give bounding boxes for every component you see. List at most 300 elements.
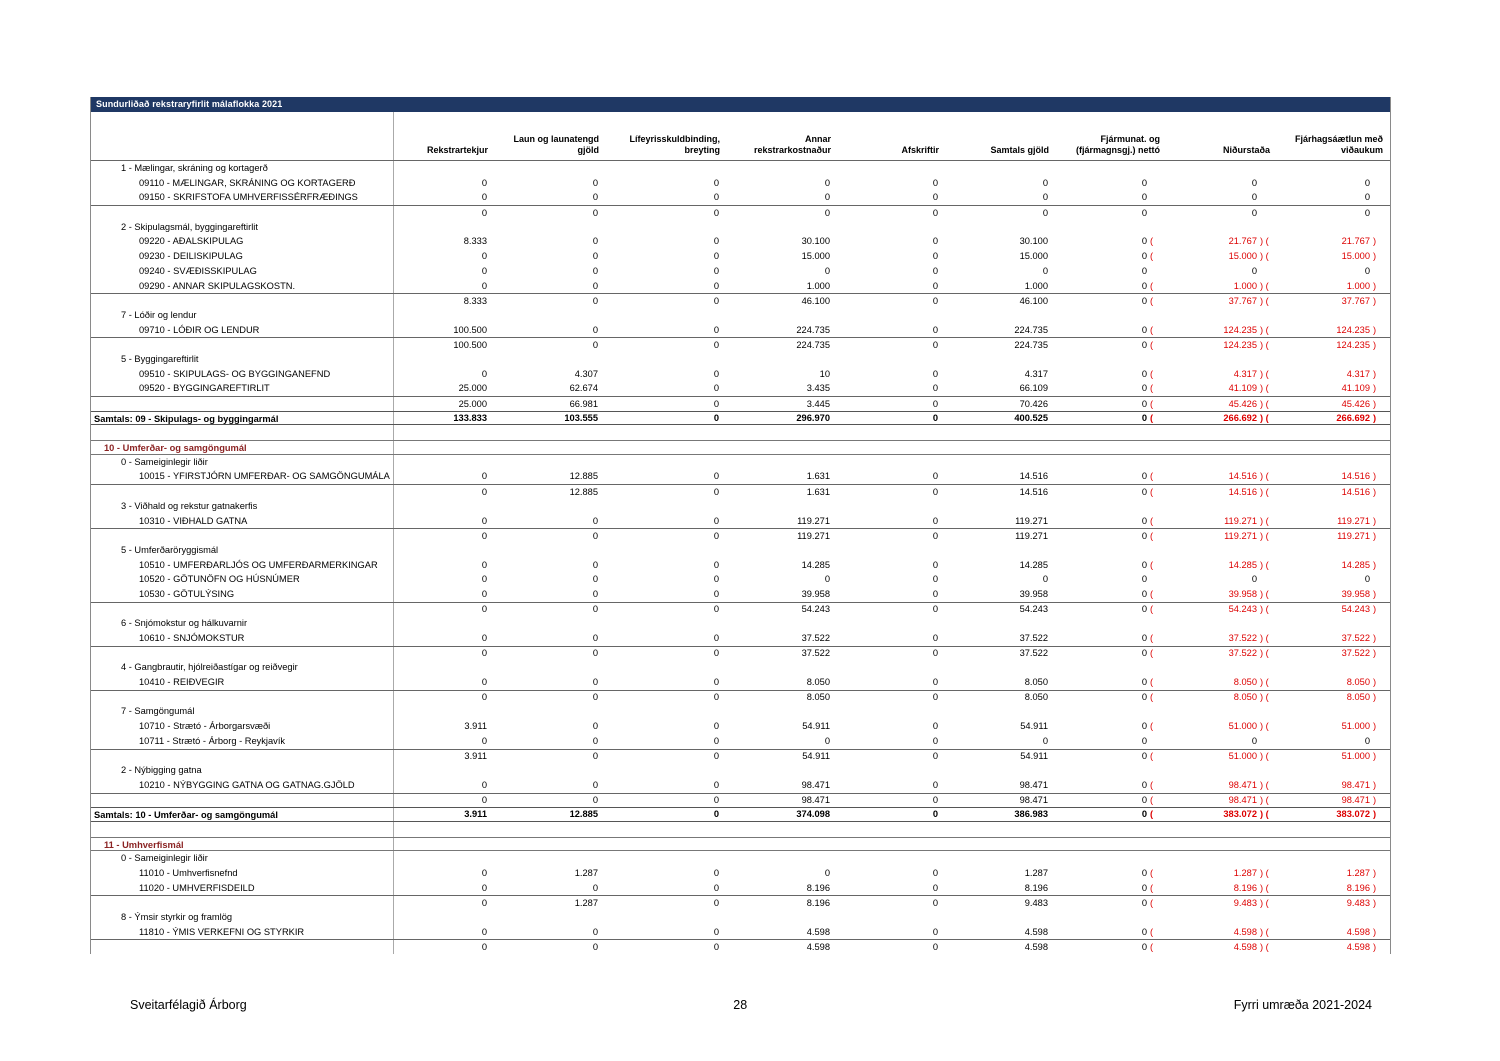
value-cell bbox=[834, 647, 942, 661]
cell-value: 0 bbox=[713, 251, 719, 262]
cell-value: 1.287 bbox=[1024, 868, 1048, 879]
cell-value: 400.525 bbox=[1014, 412, 1048, 423]
total-row bbox=[91, 411, 1390, 426]
accounting-parenthesis: ( bbox=[1150, 295, 1154, 306]
accounting-parenthesis: ) bbox=[1373, 236, 1377, 247]
row-values bbox=[394, 279, 1390, 294]
cell-value: 0 bbox=[932, 677, 938, 688]
cell-value: 0 bbox=[592, 633, 598, 644]
accounting-parenthesis: ( bbox=[1150, 633, 1154, 644]
row-label bbox=[91, 206, 394, 220]
cell-value: 98.471 bbox=[801, 795, 830, 806]
cell-value: 4.598 bbox=[1233, 941, 1257, 952]
value-cell bbox=[491, 381, 602, 396]
value-cell bbox=[394, 940, 491, 954]
cell-value: 296.970 bbox=[796, 412, 830, 423]
row-label: 11020 - UMHVERFISDEILD bbox=[91, 881, 394, 896]
row-label: 10610 - SNJÓMOKSTUR bbox=[91, 631, 394, 646]
value-cell bbox=[491, 778, 602, 793]
cell-value: 0 bbox=[932, 295, 938, 306]
cell-value: 0 bbox=[1141, 574, 1147, 585]
table-row bbox=[91, 719, 1390, 734]
row-label: 11010 - Umhverfisnefnd bbox=[91, 866, 394, 881]
subtotal-row bbox=[91, 793, 1390, 808]
cell-value: 0 bbox=[932, 795, 938, 806]
row-values bbox=[394, 176, 1390, 191]
value-cell bbox=[942, 338, 1052, 352]
value-cell bbox=[942, 587, 1052, 602]
value-cell bbox=[602, 323, 723, 338]
accounting-parenthesis: ( bbox=[1150, 398, 1154, 409]
accounting-parenthesis: ( bbox=[1150, 324, 1154, 335]
accounting-parenthesis: ) bbox=[1373, 897, 1377, 908]
value-cell bbox=[394, 734, 491, 749]
value-cell bbox=[394, 485, 491, 499]
value-cell bbox=[1273, 338, 1386, 352]
accounting-parenthesis: ) ( bbox=[1260, 751, 1269, 762]
accounting-parenthesis: ) ( bbox=[1260, 897, 1269, 908]
row-values bbox=[394, 616, 1390, 631]
column-header: Laun og launatengd gjöld bbox=[513, 133, 599, 156]
cell-value: 0 bbox=[1364, 265, 1370, 276]
value-cell bbox=[1163, 469, 1273, 484]
value-cell bbox=[491, 249, 602, 264]
value-cell bbox=[723, 206, 834, 220]
value-cell bbox=[1052, 750, 1163, 764]
cell-value: 0 bbox=[592, 280, 598, 291]
value-cell bbox=[834, 734, 942, 749]
cell-value: 0 bbox=[713, 735, 719, 746]
cell-value: 0 bbox=[592, 721, 598, 732]
cell-value: 0 bbox=[713, 779, 719, 790]
cell-value: 0 bbox=[1042, 735, 1048, 746]
section-header-row bbox=[91, 308, 1390, 323]
value-cell bbox=[942, 412, 1052, 425]
value-cell bbox=[1273, 572, 1386, 587]
value-cell bbox=[834, 514, 942, 529]
cell-value: 0 bbox=[713, 648, 719, 659]
value-cell bbox=[1052, 940, 1163, 954]
value-cell bbox=[394, 558, 491, 573]
cell-value: 0 bbox=[592, 926, 598, 937]
cell-value: 0 bbox=[932, 265, 938, 276]
row-values bbox=[394, 808, 1390, 821]
value-cell bbox=[394, 323, 491, 338]
accounting-parenthesis: ) bbox=[1373, 339, 1377, 350]
value-cell bbox=[1163, 881, 1273, 896]
cell-value: 8.050 bbox=[1233, 677, 1257, 688]
value-cell bbox=[723, 529, 834, 543]
value-cell bbox=[1273, 381, 1386, 396]
value-cell bbox=[1163, 808, 1273, 821]
subtotal-row bbox=[91, 646, 1390, 661]
value-cell bbox=[491, 734, 602, 749]
accounting-parenthesis: ) bbox=[1373, 677, 1377, 688]
row-label: 6 - Snjómokstur og hálkuvarnir bbox=[91, 616, 394, 631]
value-cell bbox=[1273, 647, 1386, 661]
value-cell bbox=[834, 794, 942, 808]
value-cell bbox=[1273, 719, 1386, 734]
value-cell bbox=[491, 691, 602, 705]
cell-value: 14.516 bbox=[1228, 486, 1257, 497]
accounting-parenthesis: ) bbox=[1373, 692, 1377, 703]
value-cell bbox=[834, 587, 942, 602]
row-values bbox=[394, 425, 1390, 440]
accounting-parenthesis: ( bbox=[1150, 251, 1154, 262]
value-cell bbox=[834, 176, 942, 191]
value-cell bbox=[834, 808, 942, 821]
value-cell bbox=[723, 558, 834, 573]
value-cell bbox=[723, 866, 834, 881]
value-cell bbox=[723, 587, 834, 602]
value-cell bbox=[1163, 367, 1273, 382]
row-values bbox=[394, 514, 1390, 529]
cell-value: 3.911 bbox=[464, 721, 487, 732]
cell-value: 0 bbox=[1141, 897, 1147, 908]
row-values bbox=[394, 763, 1390, 778]
row-label bbox=[91, 647, 394, 661]
cell-value: 14.285 bbox=[1341, 559, 1370, 570]
value-cell bbox=[394, 603, 491, 617]
cell-value: 37.522 bbox=[1228, 633, 1257, 644]
value-cell bbox=[491, 279, 602, 294]
value-cell bbox=[723, 603, 834, 617]
row-values bbox=[394, 412, 1390, 425]
cell-value: 0 bbox=[1141, 882, 1147, 893]
cell-value: 14.516 bbox=[1341, 471, 1370, 482]
row-values bbox=[394, 234, 1390, 249]
value-cell bbox=[491, 750, 602, 764]
value-cell bbox=[394, 469, 491, 484]
value-cell bbox=[834, 866, 942, 881]
cell-value: 0 bbox=[592, 882, 598, 893]
cell-value: 0 bbox=[481, 882, 487, 893]
cell-value: 0 bbox=[1141, 368, 1147, 379]
cell-value: 21.767 bbox=[1228, 236, 1257, 247]
value-cell bbox=[491, 323, 602, 338]
section-header-row bbox=[91, 455, 1390, 470]
cell-value: 25.000 bbox=[458, 383, 487, 394]
cell-value: 70.426 bbox=[1019, 398, 1048, 409]
value-cell bbox=[1273, 485, 1386, 499]
value-cell bbox=[1052, 925, 1163, 940]
value-cell bbox=[1163, 631, 1273, 646]
value-cell bbox=[942, 866, 1052, 881]
cell-value: 0 bbox=[824, 735, 830, 746]
cell-value: 0 bbox=[592, 574, 598, 585]
value-cell bbox=[1273, 397, 1386, 411]
row-label: 11810 - ÝMIS VERKEFNI OG STYRKIR bbox=[91, 925, 394, 940]
value-cell bbox=[602, 206, 723, 220]
value-cell bbox=[602, 587, 723, 602]
cell-value: 0 bbox=[481, 735, 487, 746]
cell-value: 0 bbox=[1141, 721, 1147, 732]
cell-value: 119.271 bbox=[1015, 530, 1048, 541]
row-values bbox=[394, 881, 1390, 896]
value-cell bbox=[942, 750, 1052, 764]
accounting-parenthesis: ( bbox=[1150, 383, 1154, 394]
cell-value: 98.471 bbox=[1228, 795, 1257, 806]
footer-page-number: 28 bbox=[733, 998, 748, 1012]
value-cell bbox=[1052, 881, 1163, 896]
cell-value: 0 bbox=[713, 515, 719, 526]
value-cell bbox=[723, 514, 834, 529]
value-cell bbox=[942, 323, 1052, 338]
cell-value: 0 bbox=[1251, 192, 1257, 203]
value-cell bbox=[942, 603, 1052, 617]
row-values bbox=[394, 249, 1390, 264]
accounting-parenthesis: ) bbox=[1373, 809, 1377, 820]
cell-value: 0 bbox=[481, 251, 487, 262]
value-cell bbox=[1273, 881, 1386, 896]
value-cell bbox=[723, 794, 834, 808]
accounting-parenthesis: ) ( bbox=[1260, 486, 1269, 497]
row-values bbox=[394, 455, 1390, 470]
value-cell bbox=[942, 206, 1052, 220]
row-values bbox=[394, 308, 1390, 323]
table-row bbox=[91, 367, 1390, 382]
blank-row bbox=[91, 822, 1390, 837]
value-cell bbox=[834, 881, 942, 896]
page-footer bbox=[130, 998, 1372, 1012]
cell-value: 0 bbox=[932, 486, 938, 497]
cell-value: 0 bbox=[1141, 207, 1147, 218]
cell-value: 0 bbox=[713, 530, 719, 541]
cell-value: 124.235 bbox=[1336, 339, 1370, 350]
cell-value: 4.598 bbox=[1233, 926, 1257, 937]
value-cell bbox=[1052, 234, 1163, 249]
value-cell bbox=[1273, 412, 1386, 425]
cell-value: 1.287 bbox=[1233, 868, 1257, 879]
value-cell bbox=[834, 469, 942, 484]
row-values bbox=[394, 851, 1390, 866]
footer-document-label: Fyrri umræða 2021-2024 bbox=[1233, 998, 1372, 1012]
cell-value: 0 bbox=[713, 486, 719, 497]
cell-value: 12.885 bbox=[569, 486, 598, 497]
accounting-parenthesis: ( bbox=[1150, 339, 1154, 350]
value-cell bbox=[1163, 675, 1273, 690]
row-values bbox=[394, 910, 1390, 925]
cell-value: 0 bbox=[932, 324, 938, 335]
cell-value: 1.287 bbox=[574, 897, 598, 908]
cell-value: 0 bbox=[713, 897, 719, 908]
value-cell bbox=[1052, 323, 1163, 338]
accounting-parenthesis: ) ( bbox=[1260, 882, 1269, 893]
cell-value: 14.516 bbox=[1019, 486, 1048, 497]
value-cell bbox=[491, 190, 602, 205]
value-cell bbox=[723, 719, 834, 734]
value-cell bbox=[1273, 675, 1386, 690]
value-cell bbox=[1163, 778, 1273, 793]
value-cell bbox=[1273, 190, 1386, 205]
accounting-parenthesis: ) ( bbox=[1260, 295, 1269, 306]
cell-value: 0 bbox=[1141, 868, 1147, 879]
value-cell bbox=[942, 925, 1052, 940]
value-cell bbox=[491, 631, 602, 646]
accounting-parenthesis: ) bbox=[1373, 751, 1377, 762]
table-row bbox=[91, 514, 1390, 529]
row-values bbox=[394, 543, 1390, 558]
cell-value: 0 bbox=[713, 207, 719, 218]
accounting-parenthesis: ( bbox=[1150, 648, 1154, 659]
cell-value: 51.000 bbox=[1341, 721, 1370, 732]
cell-value: 8.050 bbox=[1346, 692, 1370, 703]
cell-value: 8.050 bbox=[806, 677, 830, 688]
cell-value: 15.000 bbox=[1019, 251, 1048, 262]
value-cell bbox=[942, 940, 1052, 954]
row-label: 10711 - Strætó - Árborg - Reykjavík bbox=[91, 734, 394, 749]
cell-value: 0 bbox=[1141, 383, 1147, 394]
cell-value: 119.271 bbox=[1337, 530, 1370, 541]
row-values bbox=[394, 558, 1390, 573]
cell-value: 62.674 bbox=[569, 383, 598, 394]
cell-value: 0 bbox=[481, 486, 487, 497]
cell-value: 4.598 bbox=[1346, 941, 1370, 952]
report-title: Sundurliðað rekstraryfirlit málaflokka 2021 bbox=[96, 99, 283, 109]
value-cell bbox=[942, 294, 1052, 308]
accounting-parenthesis: ) bbox=[1373, 530, 1377, 541]
table-row bbox=[91, 381, 1390, 396]
cell-value: 0 bbox=[713, 882, 719, 893]
value-cell bbox=[602, 647, 723, 661]
accounting-parenthesis: ) ( bbox=[1260, 398, 1269, 409]
value-cell bbox=[834, 294, 942, 308]
row-values bbox=[394, 397, 1390, 411]
section-header-row bbox=[91, 616, 1390, 631]
cell-value: 8.196 bbox=[1024, 882, 1048, 893]
value-cell bbox=[394, 234, 491, 249]
cell-value: 54.911 bbox=[1020, 721, 1048, 732]
cell-value: 0 bbox=[1251, 265, 1257, 276]
value-cell bbox=[942, 279, 1052, 294]
value-cell bbox=[834, 249, 942, 264]
value-cell bbox=[723, 675, 834, 690]
column-header: Fjármunat. og (fjármagnsgj.) nettó bbox=[1075, 133, 1160, 156]
value-cell bbox=[1163, 234, 1273, 249]
accounting-parenthesis: ) bbox=[1373, 471, 1377, 482]
row-label: 09230 - DEILISKIPULAG bbox=[91, 249, 394, 264]
row-label: 09150 - SKRIFSTOFA UMHVERFISSÉRFRÆÐINGS bbox=[91, 190, 394, 205]
value-cell bbox=[1163, 587, 1273, 602]
value-cell bbox=[602, 603, 723, 617]
row-values bbox=[394, 631, 1390, 646]
value-cell bbox=[723, 338, 834, 352]
cell-value: 0 bbox=[481, 868, 487, 879]
row-values bbox=[394, 338, 1390, 352]
value-cell bbox=[942, 691, 1052, 705]
value-cell bbox=[602, 279, 723, 294]
row-label bbox=[91, 397, 394, 411]
cell-value: 54.911 bbox=[1020, 751, 1048, 762]
table-row bbox=[91, 572, 1390, 587]
value-cell bbox=[1052, 206, 1163, 220]
cell-value: 4.317 bbox=[1233, 368, 1257, 379]
cell-value: 0 bbox=[1141, 751, 1147, 762]
row-label: 2 - Nýbigging gatna bbox=[91, 763, 394, 778]
value-cell bbox=[394, 190, 491, 205]
value-cell bbox=[942, 234, 1052, 249]
cell-value: 54.243 bbox=[1228, 604, 1257, 615]
row-values bbox=[394, 206, 1390, 220]
column-header: Fjárhagsáætlun með viðaukum bbox=[1294, 133, 1383, 156]
value-cell bbox=[942, 558, 1052, 573]
value-cell bbox=[834, 397, 942, 411]
row-label: 7 - Lóðir og lendur bbox=[91, 308, 394, 323]
row-label: 10510 - UMFERÐARLJÓS OG UMFERÐARMERKINGAR bbox=[91, 558, 394, 573]
value-cell bbox=[723, 572, 834, 587]
row-label: 09110 - MÆLINGAR, SKRÁNING OG KORTAGERÐ bbox=[91, 176, 394, 191]
row-label: 2 - Skipulagsmál, byggingareftirlit bbox=[91, 220, 394, 235]
value-cell bbox=[394, 631, 491, 646]
cell-value: 9.483 bbox=[1346, 897, 1370, 908]
cell-value: 8.050 bbox=[1024, 692, 1048, 703]
cell-value: 39.958 bbox=[1019, 588, 1048, 599]
row-values bbox=[394, 778, 1390, 793]
row-values bbox=[394, 838, 1390, 851]
cell-value: 224.735 bbox=[796, 324, 830, 335]
value-cell bbox=[1163, 940, 1273, 954]
row-label: 10410 - REIÐVEGIR bbox=[91, 675, 394, 690]
value-cell bbox=[723, 367, 834, 382]
value-cell bbox=[723, 190, 834, 205]
value-cell bbox=[834, 264, 942, 279]
accounting-parenthesis: ) ( bbox=[1260, 280, 1269, 291]
cell-value: 0 bbox=[932, 368, 938, 379]
row-label: 09290 - ANNAR SKIPULAGSKOSTN. bbox=[91, 279, 394, 294]
value-cell bbox=[394, 794, 491, 808]
cell-value: 54.911 bbox=[802, 751, 830, 762]
row-label bbox=[91, 294, 394, 308]
cell-value: 0 bbox=[1141, 692, 1147, 703]
row-values bbox=[394, 940, 1390, 954]
value-cell bbox=[723, 896, 834, 910]
subtotal-row bbox=[91, 749, 1390, 764]
cell-value: 0 bbox=[932, 882, 938, 893]
cell-value: 0 bbox=[481, 926, 487, 937]
value-cell bbox=[602, 896, 723, 910]
value-cell bbox=[834, 206, 942, 220]
row-values bbox=[394, 294, 1390, 308]
cell-value: 0 bbox=[824, 192, 830, 203]
cell-value: 0 bbox=[1042, 177, 1048, 188]
row-values bbox=[394, 381, 1390, 396]
cell-value: 0 bbox=[932, 339, 938, 350]
cell-value: 0 bbox=[481, 795, 487, 806]
accounting-parenthesis: ) bbox=[1373, 515, 1377, 526]
value-cell bbox=[1163, 397, 1273, 411]
row-values bbox=[394, 691, 1390, 705]
value-cell bbox=[723, 808, 834, 821]
accounting-parenthesis: ) ( bbox=[1260, 721, 1269, 732]
value-cell bbox=[1052, 381, 1163, 396]
cell-value: 266.692 bbox=[1336, 412, 1370, 423]
value-cell bbox=[942, 514, 1052, 529]
value-cell bbox=[723, 294, 834, 308]
row-values bbox=[394, 704, 1390, 719]
cell-value: 0 bbox=[1141, 588, 1147, 599]
value-cell bbox=[602, 750, 723, 764]
accounting-parenthesis: ) bbox=[1373, 559, 1377, 570]
cell-value: 0 bbox=[481, 941, 487, 952]
cell-value: 4.598 bbox=[806, 926, 830, 937]
cell-value: 0 bbox=[932, 751, 938, 762]
value-cell bbox=[1273, 866, 1386, 881]
value-cell bbox=[602, 264, 723, 279]
value-cell bbox=[491, 176, 602, 191]
section-header-row bbox=[91, 220, 1390, 235]
row-values bbox=[394, 469, 1390, 484]
value-cell bbox=[491, 264, 602, 279]
